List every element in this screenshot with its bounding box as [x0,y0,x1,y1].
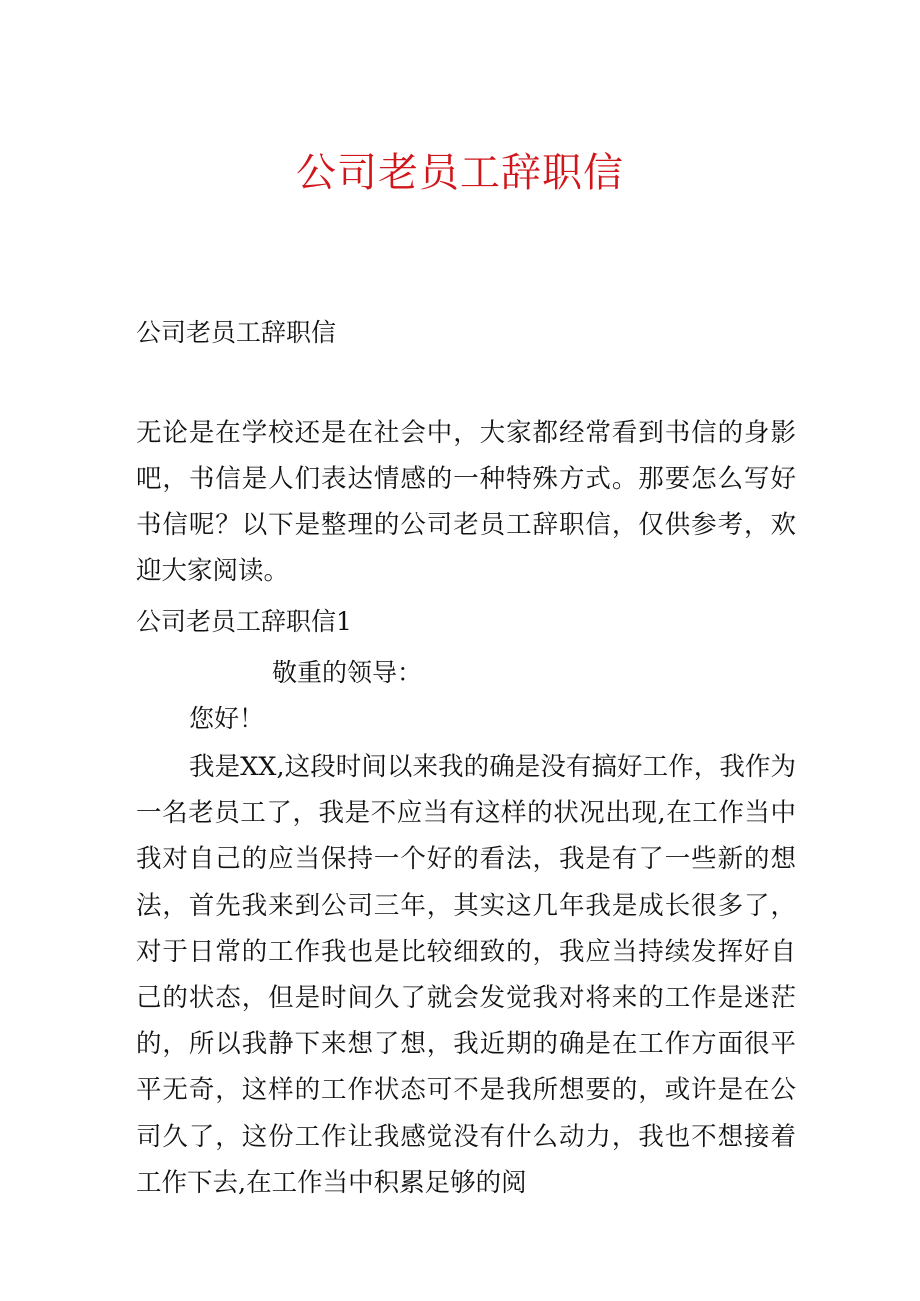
letter-greeting: 您好！ [189,704,265,733]
document-subtitle: 公司老员工辞职信 [136,318,337,347]
letter-salutation: 敬重的领导： [272,658,423,687]
intro-paragraph: 无论是在学校还是在社会中，大家都经常看到书信的身影吧，书信是人们表达情感的一种特殊方式。那要怎么写好书信呢？以下是整理的公司老员工辞职信，仅供参考，欢迎大家阅读。 [136,418,796,586]
document-title: 公司老员工辞职信 [296,150,624,196]
letter-heading: 公司老员工辞职信1 [136,607,352,636]
letter-body: 我是XX,这段时间以来我的确是没有搞好工作，我作为一名老员工了，我是不应当有这样的状况出现,在工作当中我对自己的应当保持一个好的看法，我是有了一些新的想法，首先我来到公司三年，其实这几年我是成长很多了，对于日常的工作我也是比较细致的，我应当持续发挥好自己的状态，但是时间久了就会发觉我对将来的工作是迷茫的，所以我静下来想了想，我近期的确是在工作方面很平平无奇，这样的工作状态可不是我所想要的，或许是在公司久了，这份工作让我感觉没有什么动力，我也不想接着工作下去,在工作当中积累足够的阅 [136,752,796,1198]
